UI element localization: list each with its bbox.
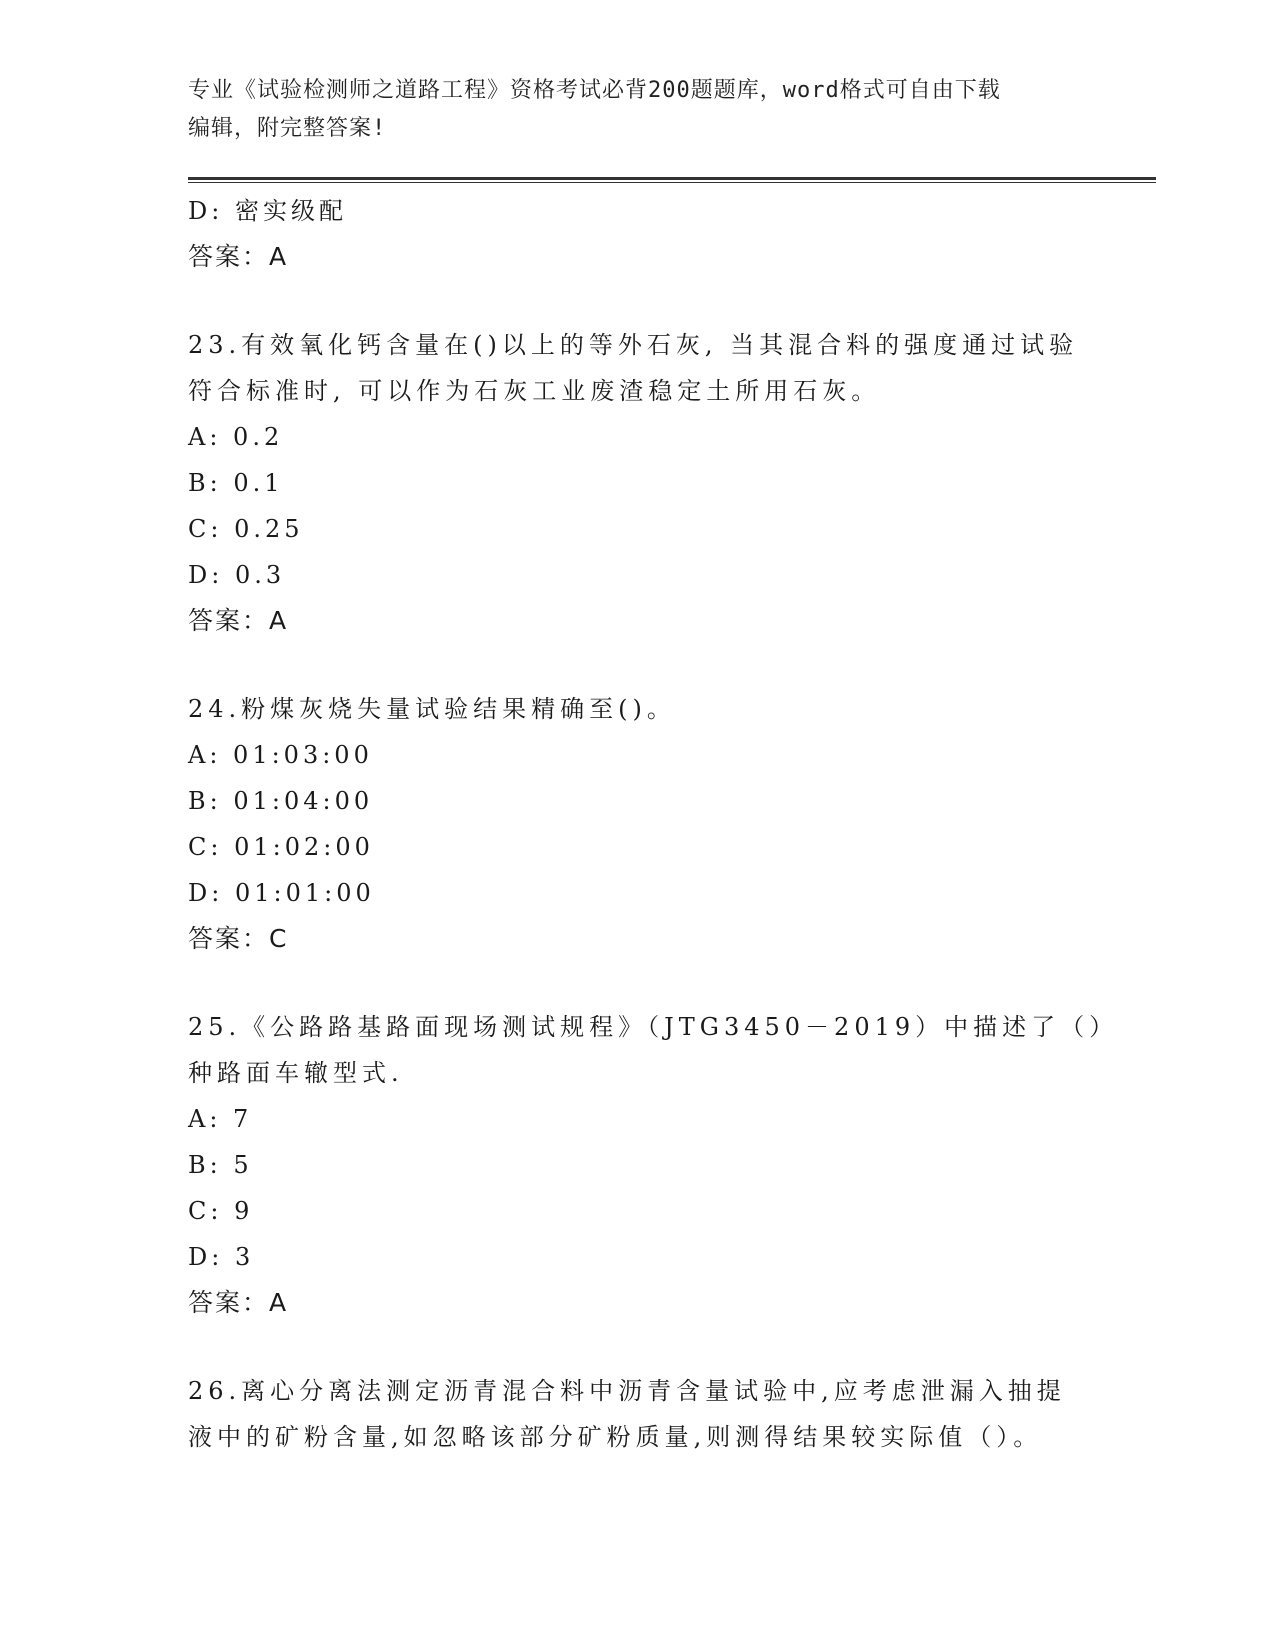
option-c: C: 01:02:00 bbox=[188, 833, 374, 861]
answer-line: 答案：C bbox=[188, 924, 289, 953]
header-title-line-1: 专业《试验检测师之道路工程》资格考试必背200题题库，word格式可自由下载 bbox=[188, 78, 1001, 103]
question-text-continued: 种路面车辙型式. bbox=[188, 1059, 404, 1087]
option-b: B: 0.1 bbox=[188, 469, 284, 497]
answer-line: 答案：A bbox=[188, 606, 289, 635]
answer-line: 答案：A bbox=[188, 242, 289, 271]
option-a: A: 01:03:00 bbox=[188, 741, 373, 769]
question-23 bbox=[188, 322, 1088, 644]
question-24 bbox=[188, 686, 1088, 962]
question-25 bbox=[188, 1004, 1119, 1326]
question-text: 24.粉煤灰烧失量试验结果精确至()。 bbox=[188, 695, 676, 723]
header-divider-thick bbox=[188, 177, 1156, 180]
option-d: D: 0.3 bbox=[188, 561, 286, 589]
option-d: D: 3 bbox=[188, 1243, 255, 1271]
option-c: C: 0.25 bbox=[188, 515, 304, 543]
option-d: D: 密实级配 bbox=[188, 197, 347, 225]
option-c: C: 9 bbox=[188, 1197, 254, 1225]
question-list bbox=[188, 188, 1119, 1460]
header-title-line-2: 编辑，附完整答案! bbox=[188, 116, 387, 141]
option-a: A: 0.2 bbox=[188, 423, 284, 451]
header-divider-thin bbox=[188, 182, 1156, 183]
previous-question-tail bbox=[188, 188, 1088, 280]
question-26 bbox=[188, 1368, 1088, 1460]
option-b: B: 01:04:00 bbox=[188, 787, 374, 815]
option-d: D: 01:01:00 bbox=[188, 879, 375, 907]
question-text: 25.《公路路基路面现场测试规程》（JTG3450－2019）中描述了（） bbox=[188, 1013, 1119, 1041]
option-a: A: 7 bbox=[188, 1105, 253, 1133]
question-text: 23.有效氧化钙含量在()以上的等外石灰, 当其混合料的强度通过试验 bbox=[188, 331, 1079, 359]
question-text-continued: 符合标准时, 可以作为石灰工业废渣稳定土所用石灰。 bbox=[188, 377, 881, 405]
question-text-continued: 液中的矿粉含量,如忽略该部分矿粉质量,则测得结果较实际值（）。 bbox=[188, 1423, 1043, 1451]
document-header bbox=[188, 72, 1068, 148]
answer-line: 答案：A bbox=[188, 1288, 289, 1317]
option-b: B: 5 bbox=[188, 1151, 253, 1179]
question-text: 26.离心分离法测定沥青混合料中沥青含量试验中,应考虑泄漏入抽提 bbox=[188, 1377, 1066, 1405]
